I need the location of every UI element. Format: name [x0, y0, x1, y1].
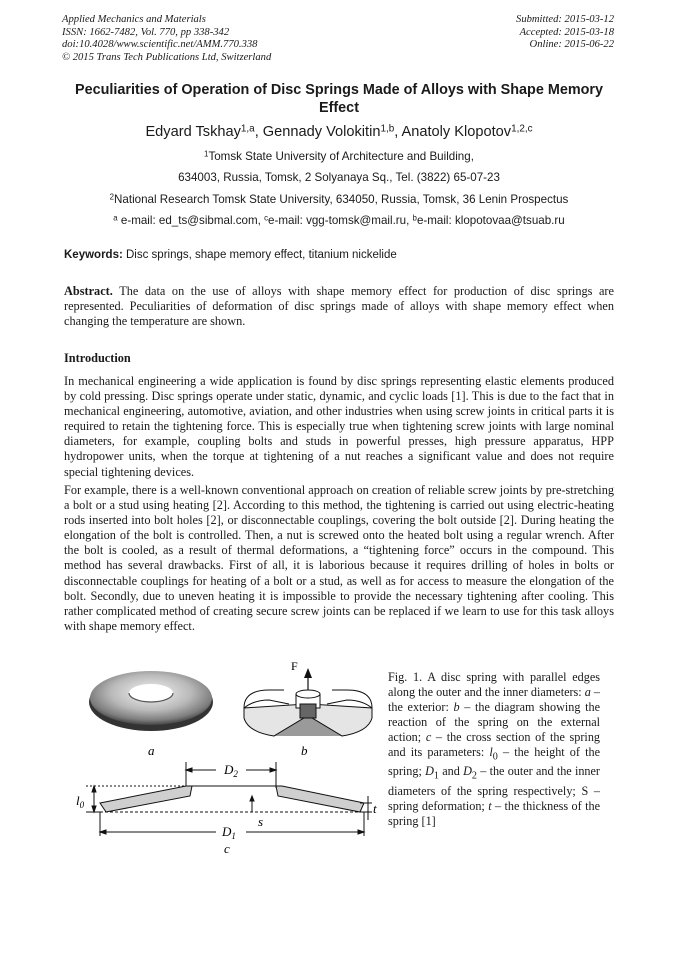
fig-label-D2: $D_2$ [224, 762, 238, 779]
affiliation-1-address: 634003, Russia, Tomsk, 2 Solyanaya Sq., Tel. (3822) 65-07-23 [178, 171, 500, 184]
fig-label-t: t [373, 801, 377, 816]
paper-title: Peculiarities of Operation of Disc Springs Made of Alloys with Shape Memory Effect [74, 82, 604, 116]
fig-label-l0: $l_0$ [76, 793, 85, 810]
authors: Edyard Tskhay$^{1,a}$, Gennady Volokitin$^{1,b}$, Anatoly Klopotov$^{1,2,c}$ [145, 123, 533, 140]
abstract [64, 284, 614, 329]
figure-1-drawing [64, 660, 382, 860]
email-link[interactable]: vgg-tomsk@mail.ru, [306, 214, 413, 227]
figure-1 [64, 660, 382, 860]
author-sup: 1,a [240, 123, 255, 135]
figure-1-caption: Fig. 1. A disc spring with parallel edges along the outer and the inner diameters: a – the exterior: b – the diagram showing the reaction of the spring on the external action; c – the cross section of the spring and its parameters: $l_0$ – the height of the spring; $D_1$ and $D_2$ – the outer and the inner diameters of the spring respectively; S – spring deformation; t – the thickness of the spring [1] [388, 670, 601, 828]
intro-paragraph-1: In mechanical engineering a wide application is found by disc springs representing elastic elements produced by cold pressing. Disc springs operate under static, dynamic, and cyclic loads [1]. This is due to the fact that in mechanical engineering, automotive, aviation, and other industries when using screw joints in critical parts it is required to retain the tightening force. This is especially true when tightening screw joints with large nominal diameters, for example, coupling bolts and studs in powerful presses, high pressure apparatus, HPP hydropower units, when the torque at tightening of a nut reaches a significant value and does not require special tightening devices. [64, 374, 614, 479]
affiliation-1: $^1$Tomsk State University of Architecture and Building, [204, 149, 474, 163]
fig-label-b: b [301, 743, 308, 758]
abstract-label: Abstract. [64, 284, 113, 298]
keywords-text: Disc springs, shape memory effect, titanium nickelide [122, 249, 397, 261]
copyright: © 2015 Trans Tech Publications Ltd, Switzerland [62, 51, 272, 63]
fig-label-c: c [224, 841, 230, 856]
author-sup: 1,b [380, 123, 395, 135]
issn: ISSN: 1662-7482, Vol. 770, pp 338-342 [62, 26, 230, 38]
dates-info [516, 14, 614, 52]
doi: doi:10.4028/www.scientific.net/AMM.770.338 [62, 39, 258, 51]
journal-name: Applied Mechanics and Materials [62, 14, 206, 25]
disc-spring-diagram [244, 668, 372, 736]
author-name: Gennady Volokitin [262, 124, 381, 140]
fig-label-a: a [148, 743, 155, 758]
disc-spring-photo [89, 671, 213, 731]
submitted-date: Submitted: 2015-03-12 [516, 14, 614, 25]
fig-label-s: s [258, 814, 264, 829]
accepted-date: Accepted: 2015-03-18 [519, 26, 614, 38]
emails: $^a$ e-mail: ed_ts@sibmal.com, $^c$e-mail: vgg-tomsk@mail.ru, $^b$e-mail: klopotovaa@tsuab.ru [113, 213, 565, 227]
affiliation-2: $^2$National Research Tomsk State University, 634050, Russia, Tomsk, 36 Lenin Prospectus [109, 192, 569, 206]
abstract-text: The data on the use of alloys with shape memory effect for production of disc springs are represented. Peculiarities of deformation of disc springs made of alloys with shape memory effect when changing the temperature are shown. [64, 284, 614, 329]
author-name: Edyard Tskhay [145, 124, 241, 140]
section-heading-introduction: Introduction [64, 351, 131, 365]
intro-paragraph-2: For example, there is a well-known conventional approach on creation of reliable screw joints by pre-stretching a bolt or a stud using heating [2]. According to this method, the tightening is carried out using electric-heating rods inserted into bolt holes [2], or disconnectable couplings, covering the bolt outside [2]. During heating the elongation of the bolt is controlled. Then, a nut is screwed onto the heated bolt using a regular wrench. After the bolt is cooled, as a result of thermal deformations, a “tightening force” occurs in the compound. This method has several drawbacks. First of all, it is laborious because it requires drilling of holes in bolts or disconnectable couplings for heating of a bolt or a stud, as well as for access to measure the elongation of the bolt. Secondly, due to uneven heating it is impossible to provide the necessary tightening after cooling. This rather complicated method of creating secure screw joints can be replaced if we learn to use for this task alloys with shape memory effect. [64, 483, 614, 633]
online-date: Online: 2015-06-22 [529, 39, 614, 51]
keywords [64, 249, 397, 261]
journal-info [62, 14, 271, 64]
email-link[interactable]: klopotovaa@tsuab.ru [454, 214, 565, 227]
email-link[interactable]: ed_ts@sibmal.com, [158, 214, 265, 227]
keywords-label: Keywords: [64, 249, 123, 261]
fig-label-F: F [291, 660, 298, 673]
author-sup: 1,2,c [511, 123, 533, 135]
fig-label-D1: $D_1$ [222, 824, 236, 841]
author-name: Anatoly Klopotov [401, 124, 512, 140]
